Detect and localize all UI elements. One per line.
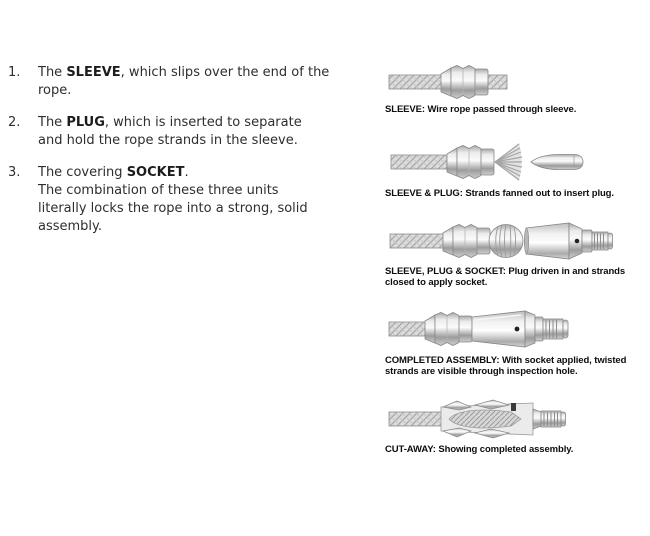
item-number: 2.: [8, 115, 21, 130]
figure-caption: [385, 266, 637, 288]
item-text-post: , which is inserted to separate and hold the rope strands in the sleeve.: [38, 115, 302, 148]
caption-label: SLEEVE, PLUG & SOCKET:: [385, 266, 506, 277]
instruction-item-socket: [8, 164, 338, 236]
figure-sleeve-plug: [385, 138, 641, 199]
item-term: SOCKET: [126, 165, 185, 180]
caption-text: Showing completed assembly.: [438, 444, 574, 455]
caption-text: Wire rope passed through sleeve.: [427, 104, 577, 115]
completed-assembly-illustration: [385, 305, 641, 353]
caption-label: COMPLETED ASSEMBLY:: [385, 355, 500, 366]
inspection-hole: [575, 239, 580, 244]
figure-sleeve: [385, 62, 641, 115]
item-term: PLUG: [66, 115, 105, 130]
caption-text: With socket applied, twisted strands are visible through inspection hole.: [385, 355, 627, 377]
closed-strands-with-socket-illustration: [385, 218, 641, 264]
cutaway-notch: [511, 403, 516, 411]
caption-label: SLEEVE:: [385, 104, 425, 115]
instruction-list: [8, 64, 338, 250]
figure-sleeve-plug-socket: [385, 218, 641, 288]
caption-label: CUT-AWAY:: [385, 444, 436, 455]
caption-text: Strands fanned out to insert plug.: [465, 188, 614, 199]
item-term: SLEEVE: [66, 65, 121, 80]
caption-text: Plug driven in and strands closed to apply socket.: [385, 266, 626, 288]
figure-caption: [385, 104, 637, 115]
inspection-hole: [515, 327, 520, 332]
strands-fanned-with-plug-illustration: [385, 138, 641, 186]
figure-column: [385, 60, 643, 490]
item-text: [38, 114, 330, 150]
instruction-item-sleeve: [8, 64, 338, 100]
caption-label: SLEEVE & PLUG:: [385, 188, 463, 199]
cutaway-assembly-illustration: [385, 396, 641, 442]
item-number: 3.: [8, 165, 21, 180]
item-text: [38, 64, 330, 100]
item-text-post: , which slips over the end of the rope.: [38, 65, 330, 98]
item-text: [38, 164, 330, 236]
figure-caption: [385, 444, 637, 455]
item-note: The combination of these three units literally locks the rope into a strong, solid assembly.: [38, 183, 308, 234]
item-number: 1.: [8, 65, 21, 80]
rope-through-sleeve-illustration: [385, 62, 641, 102]
figure-caption: [385, 355, 637, 377]
figure-cut-away: [385, 396, 641, 455]
item-text-pre: The: [38, 65, 67, 80]
item-text-post: .: [184, 165, 189, 180]
item-text-pre: The covering: [38, 165, 127, 180]
item-text-pre: The: [38, 115, 67, 130]
instruction-item-plug: [8, 114, 338, 150]
figure-completed-assembly: [385, 305, 641, 377]
figure-caption: [385, 188, 637, 199]
